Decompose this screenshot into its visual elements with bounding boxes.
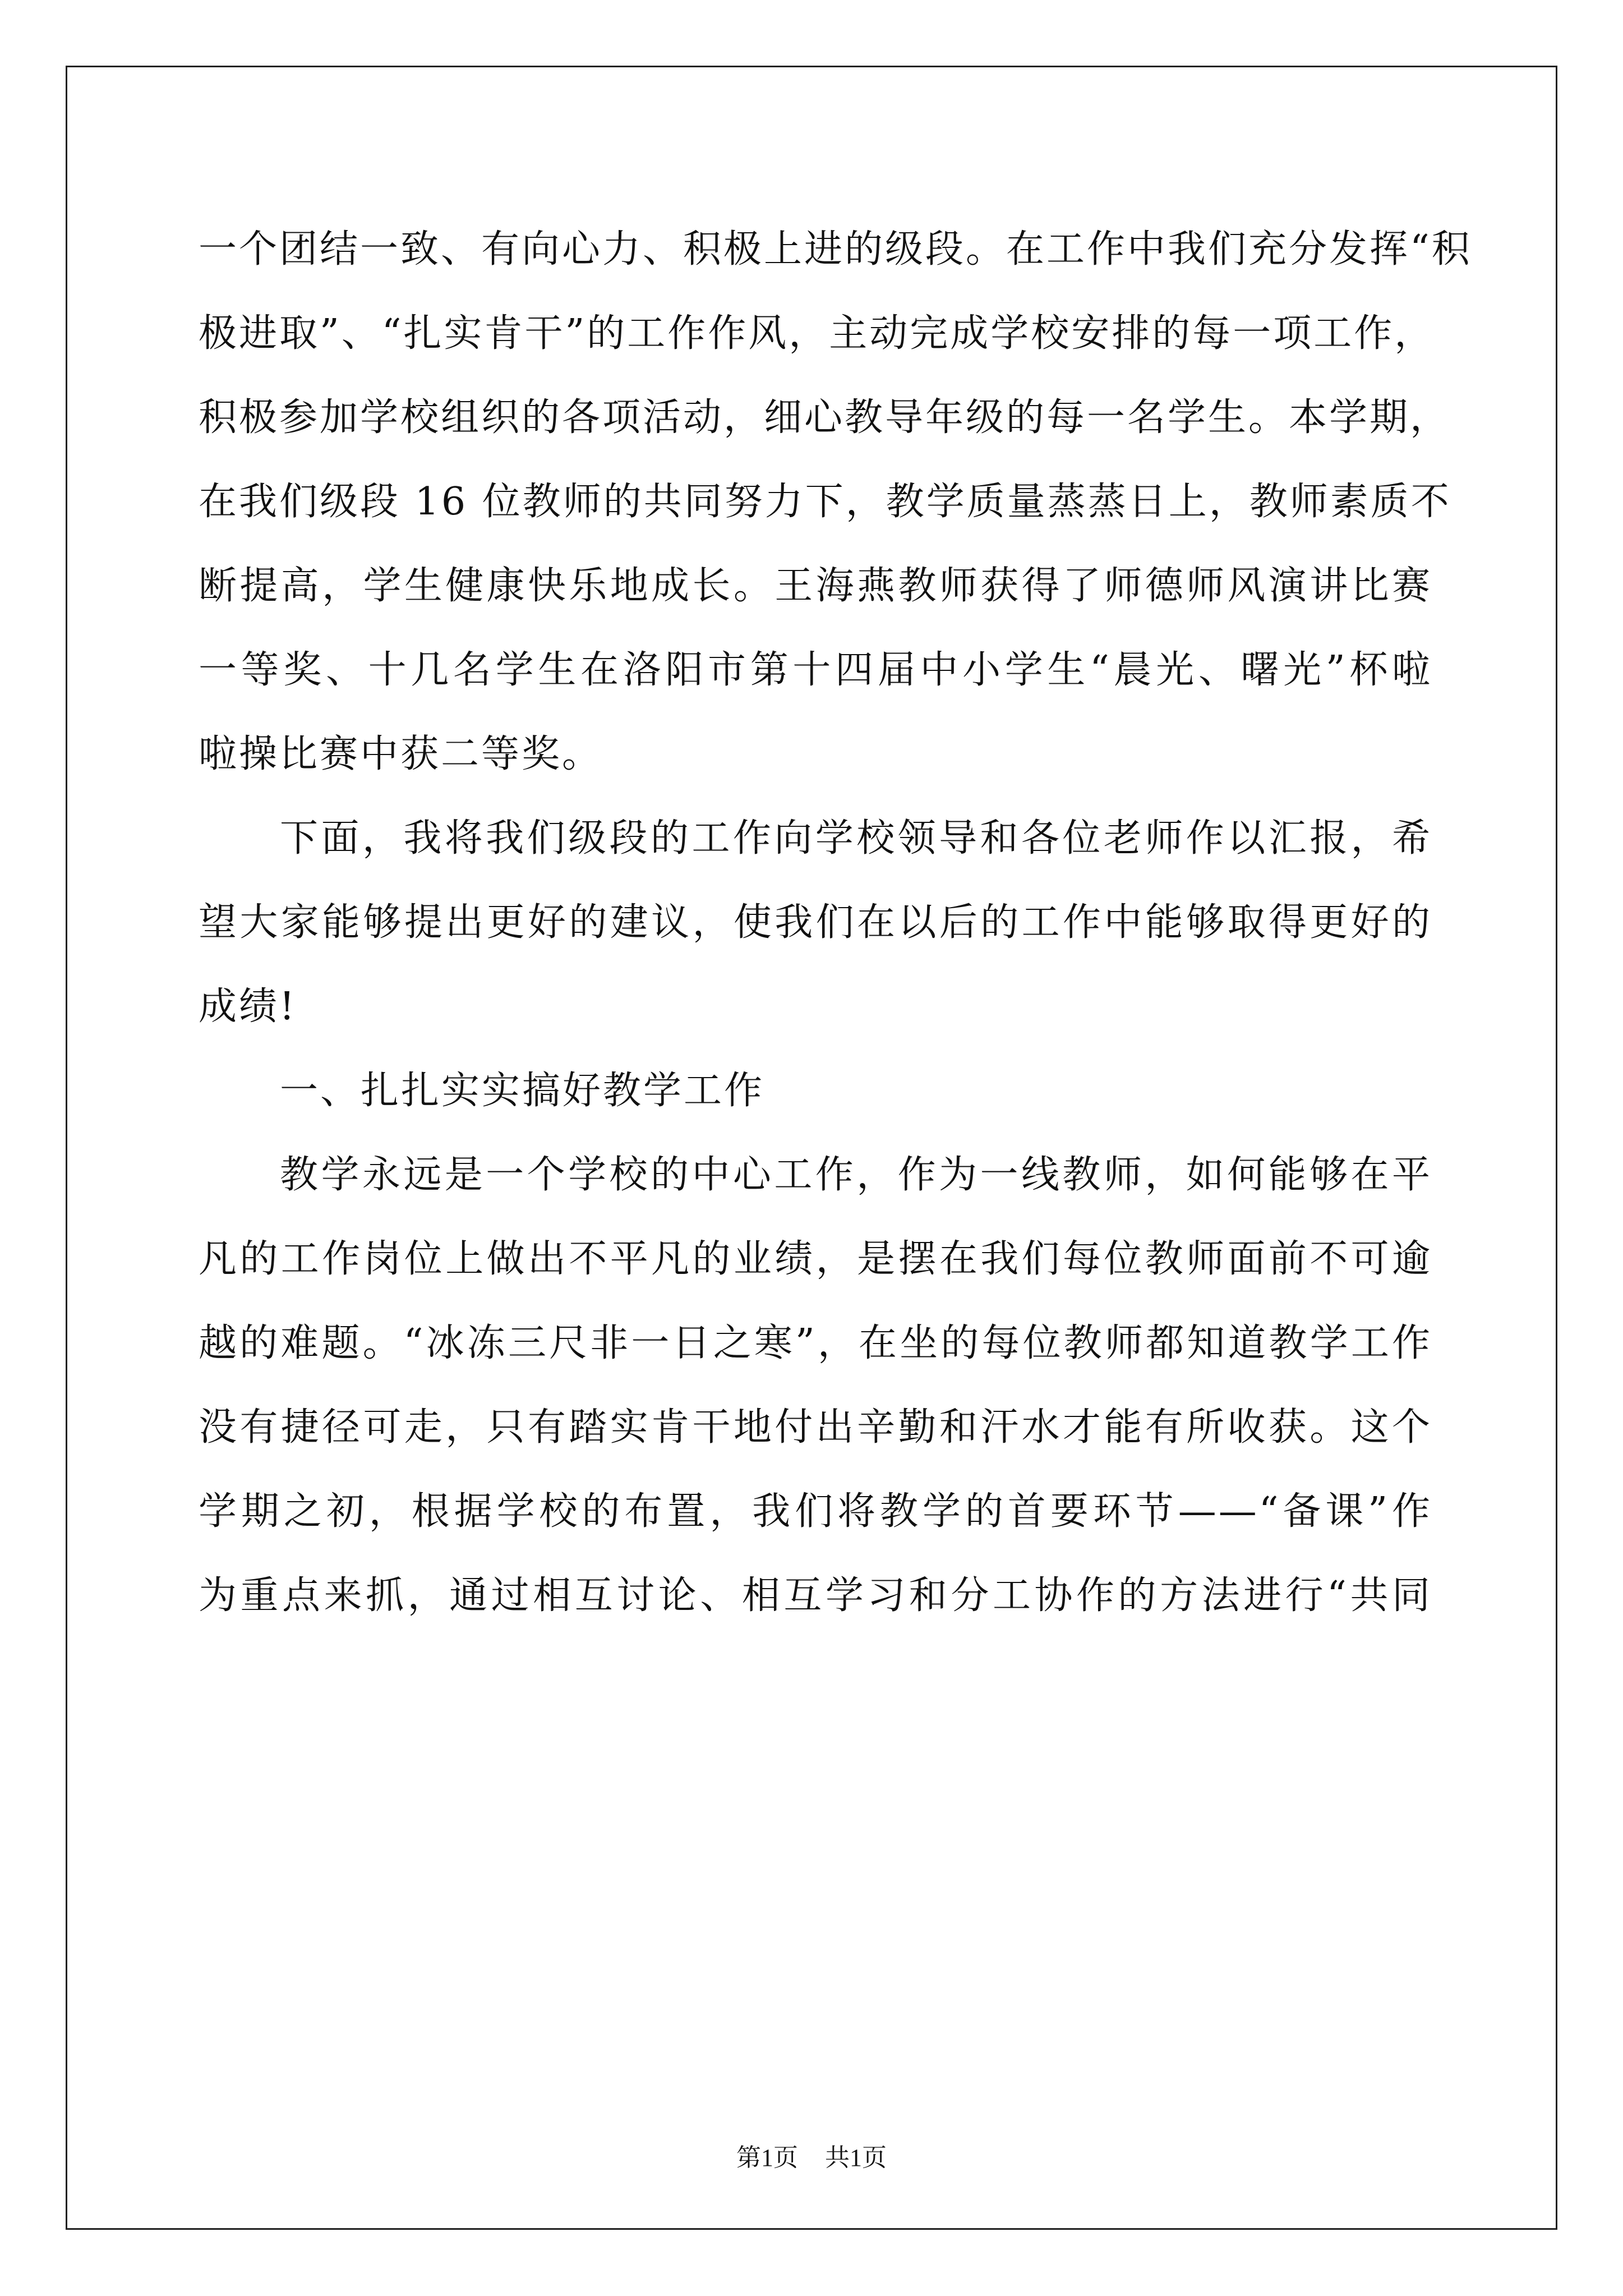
paragraph-line: 一等奖、十几名学生在洛阳市第十四届中小学生“晨光、曙光”杯啦: [199, 648, 1432, 692]
page-count: 共1页: [825, 2144, 887, 2171]
paragraph-line: 没有捷径可走，只有踏实肯干地付出辛勤和汗水才能有所收获。这个: [199, 1405, 1432, 1450]
paragraph-line: 啦操比赛中获二等奖。: [199, 732, 603, 776]
paragraph-line: 凡的工作岗位上做出不平凡的业绩，是摆在我们每位教师面前不可逾: [199, 1237, 1432, 1281]
document-body: [199, 208, 1472, 1638]
paragraph-line: 教学永远是一个学校的中心工作，作为一线教师，如何能够在平: [280, 1153, 1432, 1197]
paragraph-line: 断提高，学生健康快乐地成长。王海燕教师获得了师德师风演讲比赛: [199, 564, 1432, 608]
section-heading: 一、扎扎实实搞好教学工作: [280, 1069, 765, 1113]
paragraph-line: 越的难题。“冰冻三尺非一日之寒”，在坐的每位教师都知道教学工作: [199, 1321, 1432, 1365]
page-number: 第1页: [736, 2144, 798, 2171]
paragraph-line: 学期之初，根据学校的布置，我们将教学的首要环节——“备课”作: [199, 1489, 1432, 1534]
paragraph-line: 积极参加学校组织的各项活动，细心教导年级的每一名学生。本学期，: [199, 395, 1451, 440]
paragraph-line: 为重点来抓，通过相互讨论、相互学习和分工协作的方法进行“共同: [199, 1573, 1432, 1618]
paragraph-line: 在我们级段 16 位教师的共同努力下，教学质量蒸蒸日上，教师素质不: [199, 480, 1451, 524]
paragraph-line: 望大家能够提出更好的建议，使我们在以后的工作中能够取得更好的: [199, 900, 1432, 945]
paragraph-line: 极进取”、“扎实肯干”的工作作风，主动完成学校安排的每一项工作，: [199, 311, 1435, 356]
page-footer: [0, 2137, 1623, 2173]
paragraph-line: 成绩!: [199, 984, 297, 1029]
paragraph-line: 一个团结一致、有向心力、积极上进的级段。在工作中我们充分发挥“积: [199, 227, 1472, 272]
paragraph-line: 下面，我将我们级段的工作向学校领导和各位老师作以汇报，希: [280, 816, 1432, 861]
